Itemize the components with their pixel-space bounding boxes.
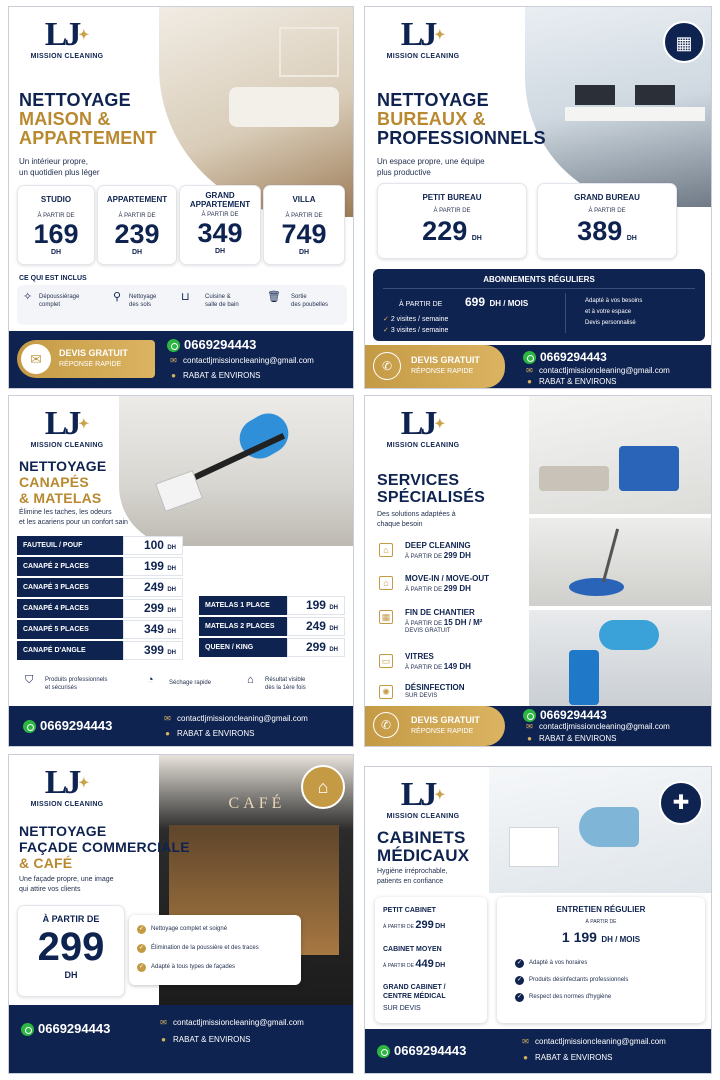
contact-email[interactable]: ✉ contactljmissioncleaning@gmail.com [521,1035,666,1049]
footer [365,1029,711,1073]
footer [9,706,353,746]
window-icon: ▭ [379,654,393,668]
sofa-price-label: CANAPÉ D'ANGLE [17,641,123,660]
location: ● RABAT & ENVIRONS [525,376,617,388]
quote-cta[interactable]: ✉ DEVIS GRATUIT RÉPONSE RAPIDE [17,340,155,378]
location-pin-icon: ● [527,377,532,386]
check-item: ✓ Adapté à tous types de façades [138,964,236,970]
cafe-sign: CAFÉ [228,795,286,812]
email-icon: ✉ [526,366,533,375]
sofa-price-label: FAUTEUIL / POUF [17,536,123,555]
phone-number[interactable]: 0669294443 [23,718,112,733]
email-icon: ✉ [522,1037,529,1046]
storefront-icon: ⌂ [301,765,345,809]
building-icon: ▦ [663,21,705,63]
footer [365,706,711,746]
trash-icon: 🗑 [267,291,281,303]
email-icon: ✉ [526,722,533,731]
brand-logo: LJ✦ MISSION CLEANING [30,405,104,449]
location: ● RABAT & ENVIRONS [159,1032,251,1047]
sofa-price-value: 349 DH [123,620,183,639]
bucket-icon: ⊔ [181,291,190,303]
footer [9,1005,353,1073]
spray-bottle-icon: ⚲ [113,291,122,303]
cabinet-price-panel: PETIT CABINET À PARTIR DE 299 DH CABINET MOYEN À PARTIR DE 449 DH GRAND CABINET / CENTRE MÉDICAL SUR DEVIS [375,897,487,1023]
sofa-price-label: CANAPÉ 3 PLACES [17,578,123,597]
brand-logo: LJ✦ MISSION CLEANING [30,16,104,60]
timer-icon: ◔ [147,674,154,686]
check-icon: ✓ [516,994,523,1000]
email-icon: ✉ [170,356,177,365]
phone-number[interactable]: 0669294443 [167,337,256,352]
page-title: SERVICES SPÉCIALISÉS [377,472,486,506]
sparkle-house-icon: ⌂ [247,674,254,686]
location-pin-icon: ● [527,734,532,743]
includes-title: CE QUI EST INCLUS [19,275,87,282]
subtitle: Hygiène irréprochable, patients en confiance [377,868,448,885]
mattress-price-label: MATELAS 1 PLACE [199,596,287,615]
chat-icon: ✆ [373,352,401,380]
price-apartment: APPARTEMENT À PARTIR DE 239 DH [97,185,177,265]
envelope-icon: ✉ [21,344,51,374]
page-title: CABINETS MÉDICAUX [377,828,470,865]
brand-logo: LJ✦ MISSION CLEANING [30,764,104,808]
whatsapp-icon [377,1045,390,1058]
service-construction: ▦ FIN DE CHANTIER À PARTIR DE 15 DH / M² DEVIS GRATUIT [379,608,539,634]
email-icon: ✉ [164,714,171,723]
footer [365,345,711,388]
flyer-medical-offices [364,766,712,1074]
check-icon: ✓ [516,960,523,966]
sparkle-icon: ✧ [23,291,33,303]
feature-result: ⌂ Résultat visible dès la 1ère fois [247,674,306,691]
page-title: NETTOYAGE FAÇADE COMMERCIALE & CAFÉ [19,823,190,871]
page-title: NETTOYAGE CANAPÉS & MATELAS [19,458,107,506]
location: ● RABAT & ENVIRONS [521,1051,613,1065]
check-item: ✓ Élimination de la poussière et des traces [138,945,259,951]
email-icon: ✉ [160,1018,167,1027]
sofa-price-label: CANAPÉ 2 PLACES [17,557,123,576]
price-facade: À PARTIR DE 299 DH [17,905,125,997]
quote-cta[interactable]: ✆ DEVIS GRATUIT RÉPONSE RAPIDE [365,345,505,388]
flyer-shopfront-cafe [8,754,354,1074]
phone-number[interactable]: 0669294443 [21,1021,110,1036]
price-large-office: GRAND BUREAU À PARTIR DE 389 DH [537,183,677,259]
whatsapp-icon [167,339,180,352]
flyer-sofa-mattress [8,395,354,747]
mattress-price-label: QUEEN / KING [199,638,287,657]
sofa-price-value: 199 DH [123,557,183,576]
subtitle: Un intérieur propre, un quotidien plus léger [19,157,100,177]
subtitle: Une façade propre, une image qui attire vos clients [19,876,114,893]
location-pin-icon: ● [523,1053,528,1062]
whatsapp-icon [523,351,536,364]
contact-email[interactable]: ✉ contactljmissioncleaning@gmail.com [169,353,314,368]
service-deep-cleaning: ⌂ DEEP CLEANING À PARTIR DE 299 DH [379,541,539,560]
flyer-special-services [364,395,712,747]
page-title: NETTOYAGE BUREAUX & PROFESSIONNELS [377,90,546,148]
location: ● RABAT & ENVIRONS [169,368,261,383]
location: ● RABAT & ENVIRONS [525,733,617,745]
include-dusting: ✧ Dépoussiérage complet [23,291,80,308]
sofa-price-value: 399 DH [123,641,183,660]
brand-logo: LJ✦ MISSION CLEANING [386,405,460,449]
sofa-price-value: 249 DH [123,578,183,597]
flyer-home-cleaning [8,6,354,389]
building-icon: ▦ [379,610,393,624]
quote-cta[interactable]: ✆ DEVIS GRATUIT RÉPONSE RAPIDE [365,706,505,746]
chat-icon: ✆ [373,712,399,738]
price-studio: STUDIO À PARTIR DE 169 DH [17,185,95,265]
contact-email[interactable]: ✉ contactljmissioncleaning@gmail.com [526,366,670,375]
sofa-price-label: CANAPÉ 5 PLACES [17,620,123,639]
whatsapp-icon [23,720,36,733]
check-item: ✓ Nettoyage complet et soigné [138,926,228,932]
flyer-office-cleaning [364,6,712,389]
feature-products: ⛉ Produits professionnels et sécurisés [25,674,108,691]
check-icon: ✓ [138,926,145,932]
service-windows: ▭ VITRES À PARTIR DE 149 DH [379,652,539,671]
regular-maintenance-panel: ENTRETIEN RÉGULIER À PARTIR DE 1 199 DH / MOIS ✓ Adapté à vos horaires ✓ Produits désinfectants professionnels ✓ Respect des normes d'hygiène [497,897,705,1023]
feature-drying: ◔ Séchage rapide [147,674,212,686]
medical-shield-icon: ✚ [659,781,703,825]
house-icon: ⌂ [379,576,393,590]
contact-email[interactable]: ✉ contactljmissioncleaning@gmail.com [526,722,670,731]
whatsapp-icon [21,1023,34,1036]
sofa-price-value: 100 DH [123,536,183,555]
phone-number[interactable]: 0669294443 [377,1043,466,1058]
service-move: ⌂ MOVE-IN / MOVE-OUT À PARTIR DE 299 DH [379,574,539,593]
contact-email[interactable]: ✉ contactljmissioncleaning@gmail.com [163,712,308,726]
sofa-cleaning-photo [119,396,354,546]
window-spray-photo [529,610,712,710]
virus-icon: ✺ [379,685,393,699]
phone-number[interactable]: 0669294443 [523,708,607,722]
mattress-price-value: 199 DH [287,596,345,615]
subtitle: Un espace propre, une équipe plus productive [377,157,485,177]
price-large-apartment: GRAND APPARTEMENT À PARTIR DE 349 DH [179,185,261,265]
location-pin-icon: ● [171,371,176,380]
include-kitchen: ⊔ Cuisine & salle de bain [181,291,239,308]
include-floors: ⚲ Nettoyage des sols [113,291,157,308]
sofa-price-label: CANAPÉ 4 PLACES [17,599,123,618]
mattress-price-value: 249 DH [287,617,345,636]
shield-icon: ⛉ [25,674,34,686]
subtitle: Élimine les taches, les odeurs et les acariens pour un confort sain [19,509,128,526]
mattress-price-value: 299 DH [287,638,345,657]
mattress-price-label: MATELAS 2 PLACES [199,617,287,636]
price-small-office: PETIT BUREAU À PARTIR DE 229 DH [377,183,527,259]
include-trash: 🗑 Sortie des poubelles [267,291,329,308]
subtitle: Des solutions adaptées à chaque besoin [377,511,456,528]
check-icon: ✓ [138,945,145,951]
footer [9,331,353,388]
brand-logo: LJ✦ MISSION CLEANING [386,776,460,820]
floor-machine-photo [529,518,712,606]
phone-number[interactable]: 0669294443 [523,350,607,364]
house-sparkle-icon: ⌂ [379,543,393,557]
location-pin-icon: ● [161,1035,166,1044]
check-icon: ✓ [516,977,523,983]
page-title: NETTOYAGE MAISON & APPARTEMENT [19,90,157,148]
price-villa: VILLA À PARTIR DE 749 DH [263,185,345,265]
location: ● RABAT & ENVIRONS [163,727,255,741]
check-icon: ✓ [138,964,145,970]
location-pin-icon: ● [165,729,170,738]
sofa-price-value: 299 DH [123,599,183,618]
brand-logo: LJ✦ MISSION CLEANING [386,16,460,60]
contact-email[interactable]: ✉ contactljmissioncleaning@gmail.com [159,1015,304,1030]
service-disinfection: ✺ DÉSINFECTION SUR DEVIS [379,683,539,699]
cleaning-cart-photo [529,396,712,514]
subscriptions-panel: ABONNEMENTS RÉGULIERS À PARTIR DE 699 DH / MOIS ✓ 2 visites / semaine ✓ 3 visites / semaine Adapté à vos besoins et à votre espace Devis personnalisé [373,269,705,341]
